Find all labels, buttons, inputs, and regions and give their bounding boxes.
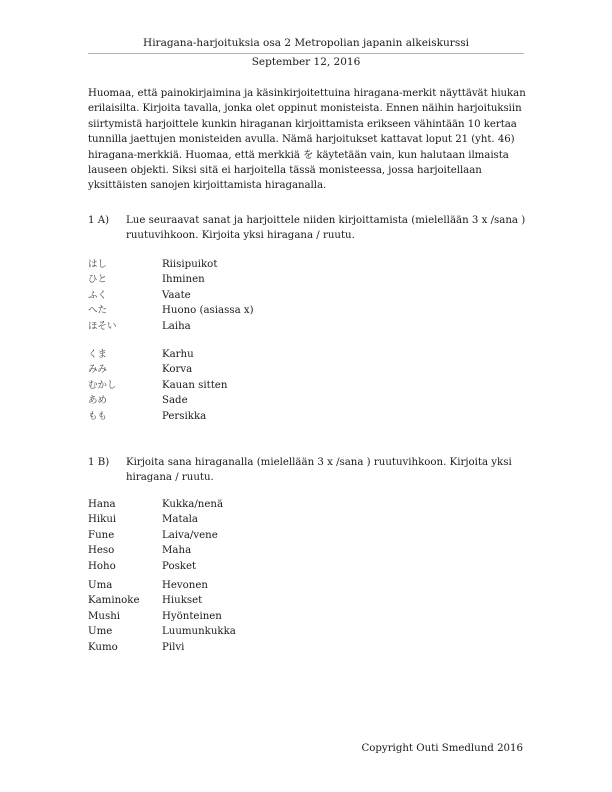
romaji-word: Kaminoke — [88, 595, 140, 607]
word-meaning: Posket — [162, 560, 197, 572]
kana-word: みみ — [88, 364, 108, 376]
exercise-1b-heading — [88, 455, 528, 486]
word-row — [88, 528, 388, 543]
kana-word: もも — [88, 410, 108, 422]
exercise-1a-list-2 — [88, 347, 388, 424]
word-meaning: Korva — [162, 364, 193, 376]
header-title: Hiragana-harjoituksia osa 2 Metropolian japanin alkeiskurssi — [143, 37, 469, 49]
word-row — [88, 378, 388, 393]
word-row — [88, 288, 388, 303]
word-meaning: Vaate — [162, 289, 191, 301]
exercise-1a-heading — [88, 213, 528, 244]
word-row — [88, 543, 388, 558]
exercise-1b-list-2 — [88, 578, 388, 655]
word-meaning: Huono (asiassa x) — [162, 305, 254, 317]
word-row — [88, 512, 388, 527]
header-divider — [88, 53, 524, 54]
kana-word: はし — [88, 259, 108, 270]
word-meaning: Pilvi — [162, 641, 185, 653]
word-row — [88, 319, 388, 334]
romaji-word: Hikui — [88, 514, 117, 526]
exercise-1a-list-1 — [88, 257, 388, 334]
word-meaning: Maha — [162, 545, 192, 557]
word-row — [88, 559, 388, 574]
romaji-word: Fune — [88, 529, 115, 541]
word-meaning: Riisipuikot — [162, 259, 218, 270]
word-meaning: Kukka/nenä — [162, 499, 224, 510]
exercise-instruction: Kirjoita sana hiraganalla (mielellään 3 x /sana ) ruutuvihkoon. Kirjoita yksi hiragana / ruutu. — [126, 457, 512, 484]
romaji-word: Hana — [88, 499, 116, 510]
kana-word: くま — [88, 349, 108, 360]
intro-paragraph: Huomaa, että painokirjaimina ja käsinkirjoitettuina hiragana-merkit näyttävät hiukan erilaisilta. Kirjoita tavalla, jonka olet oppinut monisteista. Ennen näihin harjoituksiin siirtymistä harjoittele kunkin hiraganan kirjoittamista erikseen vähintään 10 kertaa tunnilla jaettujen monisteiden avulla. Nämä harjoitukset kattavat loput 21 (yht. 46) hiragana-merkkiä. Huomaa, että merkkiä を käytetään vain, kun halutaan ilmaista lauseen objekti. Siksi sitä ei harjoitella tässä monisteessa, jossa harjoitellaan yksittäisten sanojen kirjoittamista hiraganalla. — [88, 88, 526, 192]
romaji-word: Mushi — [88, 610, 121, 622]
romaji-word: Kumo — [88, 641, 118, 653]
word-meaning: Kauan sitten — [162, 379, 228, 391]
word-meaning: Luumunkukka — [162, 626, 236, 638]
exercise-number: 1 A) — [88, 215, 110, 226]
kana-word: ほそい — [88, 320, 117, 332]
word-row — [88, 593, 388, 608]
footer-copyright: Copyright Outi Smedlund 2016 — [361, 743, 523, 754]
word-row — [88, 362, 388, 377]
romaji-word: Hoho — [88, 560, 116, 572]
word-meaning: Hevonen — [162, 580, 208, 591]
word-row — [88, 393, 388, 408]
word-meaning: Laiva/vene — [162, 529, 218, 541]
word-row — [88, 347, 388, 362]
word-meaning: Persikka — [162, 410, 207, 422]
word-row — [88, 578, 388, 593]
word-meaning: Hyönteinen — [162, 610, 222, 622]
romaji-word: Uma — [88, 580, 113, 591]
word-meaning: Hiukset — [162, 595, 203, 607]
word-row — [88, 609, 388, 624]
exercise-number: 1 B) — [88, 457, 110, 468]
kana-word: ひと — [88, 274, 108, 286]
romaji-word: Heso — [88, 545, 115, 557]
exercise-instruction: Lue seuraavat sanat ja harjoittele niiden kirjoittamista (mielellään 3 x /sana ) ruutuvihkoon. Kirjoita yksi hiragana / ruutu. — [126, 215, 526, 242]
kana-word: へた — [88, 305, 108, 317]
word-row — [88, 409, 388, 424]
word-meaning: Sade — [162, 395, 188, 407]
word-meaning: Matala — [162, 514, 199, 526]
word-meaning: Karhu — [162, 349, 194, 360]
word-meaning: Ihminen — [162, 274, 205, 286]
word-row — [88, 272, 388, 287]
exercise-1b-list-1 — [88, 497, 388, 574]
kana-word: あめ — [88, 395, 108, 407]
word-row — [88, 497, 388, 512]
kana-word: むかし — [88, 379, 117, 391]
romaji-word: Ume — [88, 626, 113, 638]
word-row — [88, 640, 388, 655]
header-date: September 12, 2016 — [251, 56, 361, 68]
kana-word: ふく — [88, 289, 108, 301]
word-meaning: Laiha — [162, 320, 191, 332]
word-row — [88, 303, 388, 318]
intro-section — [88, 86, 528, 194]
word-row — [88, 257, 388, 272]
word-row — [88, 624, 388, 639]
